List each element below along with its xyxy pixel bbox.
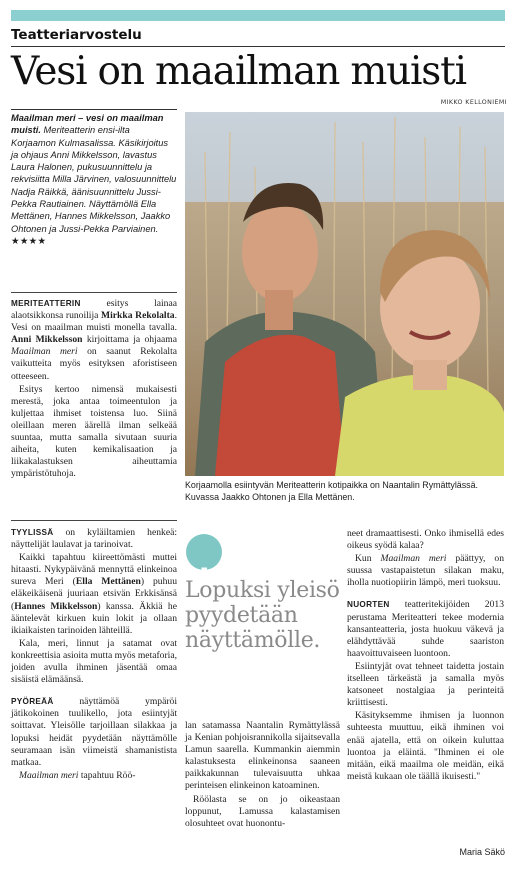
pull-quote: Lopuksi yleisö pyydetään näyttämölle. [185,578,340,653]
paragraph: Kala, meri, linnut ja satamat ovat konkreettisia asioita mutta myös metaforia, joiden avulla ihminen jäsentää omaa sisäistä elämäänsä. [11,637,177,686]
quote-icon: , [186,534,222,570]
star-rating: ★★★★ [11,235,47,246]
divider [11,46,505,47]
photo-credit: MIKKO KELLONIEMI [440,99,507,106]
headline: Vesi on maailman muisti [11,49,466,94]
accent-bar [11,10,505,21]
divider [11,292,177,293]
paragraph: neet dramaattisesti. Onko ihmisellä edes oikeus syödä kalaa? [347,528,504,552]
article-photo [185,112,504,476]
review-info-box [11,109,177,247]
paragraph: Esiintyjät ovat tehneet taidetta jostain itselleen tärkeästä ja samalla myös katsoneet nostalgiaa ja perinteitä kriittisesti. [347,660,504,709]
photo-caption: Korjaamolla esiintyvän Meriteatterin kotipaikka on Naantalin Rymättylässä. Kuvassa Jaakko Ohtonen ja Ella Mettänen. [185,480,479,503]
article-column-1b [11,527,177,783]
paragraph: TYYLISSÄ on kyläiltamien henkeä: näyttelijät laulavat ja tarinoivat. [11,527,177,551]
paragraph: Kaikki tapahtuu kiireettömästi muttei hitaasti. Nykypäivänä mennyttä elinkeinoa sureva Meri (Ella Mettänen) puhuu eläkeikäisenä juuriaan etsivän Erkkisänsä (Hannes Mikkelsson) kanssa. Äkkiä he ääntelevät kirkuen kuin lokit ja ollaan ikiaikaisten tarinoiden lähteillä. [11,552,177,636]
play-title: Maailman meri – vesi on maailman muisti. [11,113,164,136]
play-credits: Meriteatterin ensi-ilta Korjaamon Kulmasalissa. Käsikirjoitus ja ohjaus Anni Mikkelsson, lavastus Laura Halonen, pukusuunnittelu ja rekvisiitta Milla Järvinen, valosuunnittelu Nadja Räikkä, äänisuunnittelu Jussi-Pekka Rautiainen. Näyttämöllä Ella Mettänen, Hannes Mikkelsson, Jaakko Ohtonen ja Jussi-Pekka Parviainen. [11,125,177,234]
author-byline: Maria Säkö [459,847,505,857]
paragraph: lan satamassa Naantalin Rymättylässä ja Kenian pohjoisrannikolla sijaitsevalla Lamun saarella. Kummankin aiemmin kalastuksesta elinkeinonsa saaneen paikkakunnan tulevaisuutta uhkaa perinteisen elinkeinon katoaminen. [185,720,340,792]
paragraph: Röölasta se on jo oikeastaan loppunut, Lamussa kalastamisen olosuhteet ovat huonontu- [185,793,340,829]
paragraph: Esitys kertoo nimensä mukaisesti merestä, joka antaa toimeentulon ja kuljettaa ihmiset toistensa luo. Siinä oleillaan meren äärellä ilman selkeää suuntaa, mutta samalla sivutaan suuria aiheita, kuten kemikalisaation ja liikakalastuksen aiheuttamia ympäristötuhoja. [11,383,177,480]
paragraph: Maailman meri tapahtuu Röö- [19,769,136,781]
section-label: Teatteriarvostelu [11,27,142,43]
paragraph: MERITEATTERIN esitys lainaa alaotsikkonsa runoilija Mirkka Rekolalta. Vesi on maailman muisti monella tavalla. Anni Mikkelsson kirjoittama ja ohjaama Maailman meri on saanut Rekolalta vaikutteita myös esityksen aforistiseen otteeseen. [11,298,178,382]
article-column-1a [11,298,177,481]
article-column-3 [347,528,504,784]
divider [11,520,177,521]
paragraph: NUORTEN teatteritekijöiden 2013 perustama Meriteatteri tekee modernia kansanteatteria, josta huokuu väkevä ja elähdyttävää suhde saariston haavoittuvaiseen luontoon. [347,599,504,659]
paragraph: Käsityksemme ihmisen ja luonnon suhteesta muuttuu, eikä ihminen voi enää ajatella, että on oikein kuluttaa luontoa ja eläintä. "Ihminen ei ole mitään, eikä maailma ole meidän, eikä meistä kukaan ole täällä ikuisesti." [347,710,504,782]
article-column-2 [185,720,340,831]
paragraph: PYÖREÄÄ näyttämöä ympäröi jätikokoinen tuulikello, jota esiintyjät soittavat. Yleisölle tarjoillaan silakkaa ja lopuksi heidät pyydetään näyttämölle seuramaan isän viimeistä shamanistista matkaa. [11,696,177,768]
paragraph: Kun Maailman meri päättyy, on suussa vastapaistetun silakan maku, iholla nuotiopiirin lämpö, meri tuoksuu. [347,553,504,589]
